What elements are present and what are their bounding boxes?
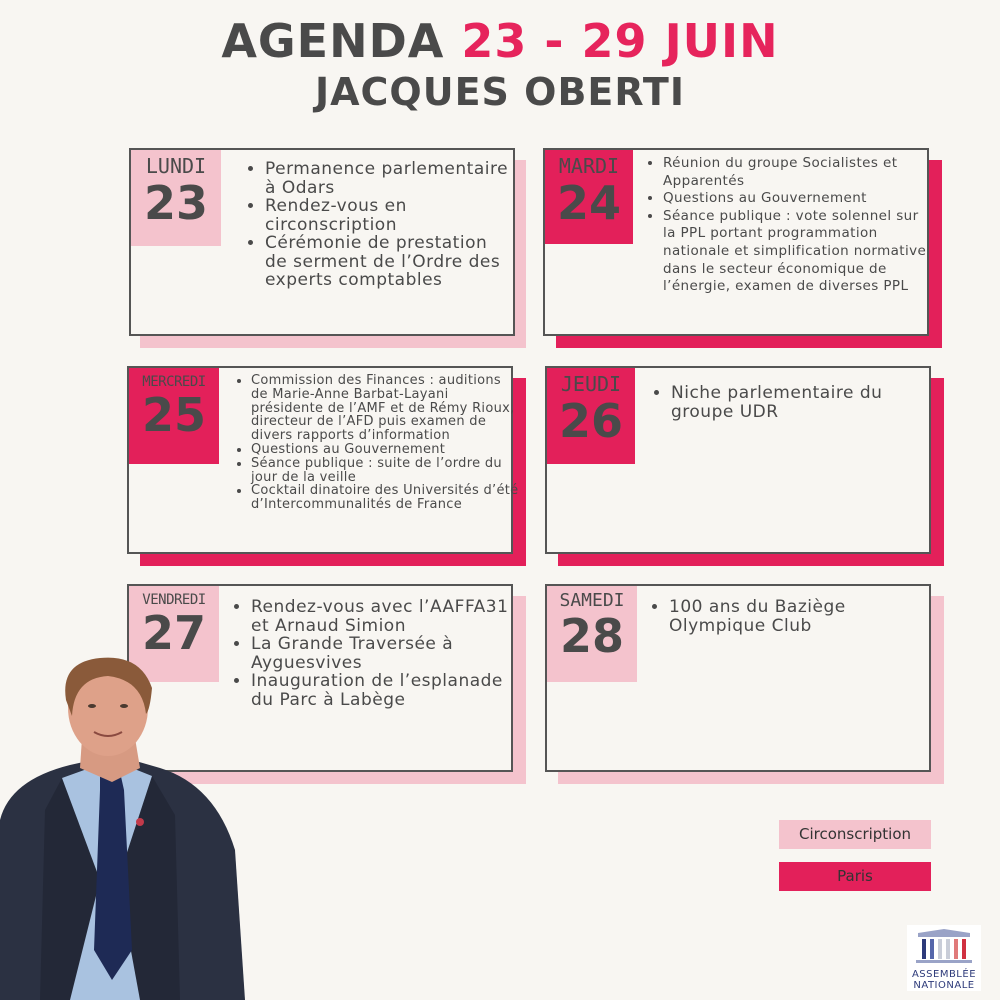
event-list-lundi	[247, 160, 513, 290]
day-number-mercredi: 25	[141, 388, 206, 442]
day-number-jeudi: 26	[558, 394, 623, 448]
event-item: • Inauguration de l’esplanade du Parc à Labège	[251, 672, 513, 709]
event-list-jeudi	[653, 384, 933, 421]
day-label-box-mercredi	[129, 368, 219, 464]
day-number-samedi: 28	[559, 609, 624, 663]
event-item: • Niche parlementaire du groupe UDR	[671, 384, 933, 421]
day-card-mardi	[543, 148, 929, 336]
event-item: • Questions au Gouvernement	[251, 443, 521, 457]
event-item: • Séance publique : vote solennel sur la PPL portant programmation nationale et simplification normative dans le secteur économique de l’énergie, examen de diverses PPL	[663, 208, 933, 296]
day-label-box-jeudi	[547, 368, 635, 464]
deputy-name: JACQUES OBERTI	[315, 70, 685, 114]
agenda-title-dates: 23 - 29 JUIN	[461, 14, 779, 68]
day-label-box-samedi	[547, 586, 637, 682]
day-name-mardi: MARDI	[558, 154, 620, 178]
day-number-lundi: 23	[143, 176, 208, 230]
day-name-vendredi: VENDREDI	[142, 592, 206, 608]
agenda-title-prefix: AGENDA	[221, 14, 445, 68]
day-number-mardi: 24	[556, 176, 621, 230]
event-item: • La Grande Traversée à Ayguesvives	[251, 635, 513, 672]
day-name-jeudi: JEUDI	[560, 372, 622, 396]
event-item: • Cocktail dinatoire des Universités d’été d’Intercommunalités de France	[251, 484, 521, 512]
event-list-mardi	[645, 155, 933, 296]
day-number-vendredi: 27	[141, 606, 206, 660]
event-item: • 100 ans du Baziège Olympique Club	[669, 598, 931, 635]
event-item: • Rendez-vous avec l’AAFFA31 et Arnaud Simion	[251, 598, 513, 635]
day-name-samedi: SAMEDI	[559, 590, 625, 611]
event-item: • Questions au Gouvernement	[663, 190, 933, 208]
event-item: • Séance publique : suite de l’ordre du jour de la veille	[251, 457, 521, 485]
event-item: • Commission des Finances : auditions de Marie-Anne Barbat-Layani présidente de l’AMF et de Rémy Rioux, directeur de l’AFD puis examen de divers rapports d’information	[251, 374, 521, 443]
day-label-box-mardi	[545, 150, 633, 244]
assemblee-building-icon	[912, 929, 976, 965]
legend-circonscription: Circonscription	[779, 820, 931, 849]
day-card-samedi	[545, 584, 931, 772]
day-name-mercredi: MERCREDI	[142, 374, 206, 390]
day-label-box-lundi	[131, 150, 221, 246]
agenda-title	[0, 14, 1000, 68]
day-name-lundi: LUNDI	[145, 154, 207, 178]
day-card-jeudi	[545, 366, 931, 554]
day-card-mercredi	[127, 366, 519, 554]
assemblee-nationale-logo	[907, 925, 981, 991]
legend-paris: Paris	[779, 862, 931, 891]
event-list-vendredi	[233, 598, 513, 709]
event-item: • Réunion du groupe Socialistes et Apparentés	[663, 155, 933, 190]
day-card-lundi	[129, 148, 515, 336]
logo-line-1: ASSEMBLÉE	[911, 969, 977, 980]
deputy-portrait	[0, 650, 250, 1000]
event-list-samedi	[651, 598, 931, 635]
event-item: • Cérémonie de prestation de serment de l’Ordre des experts comptables	[265, 234, 513, 290]
logo-line-2: NATIONALE	[913, 980, 975, 991]
event-item: • Permanence parlementaire à Odars	[265, 160, 513, 197]
event-list-mercredi	[233, 374, 521, 512]
event-item: • Rendez-vous en circonscription	[265, 197, 513, 234]
